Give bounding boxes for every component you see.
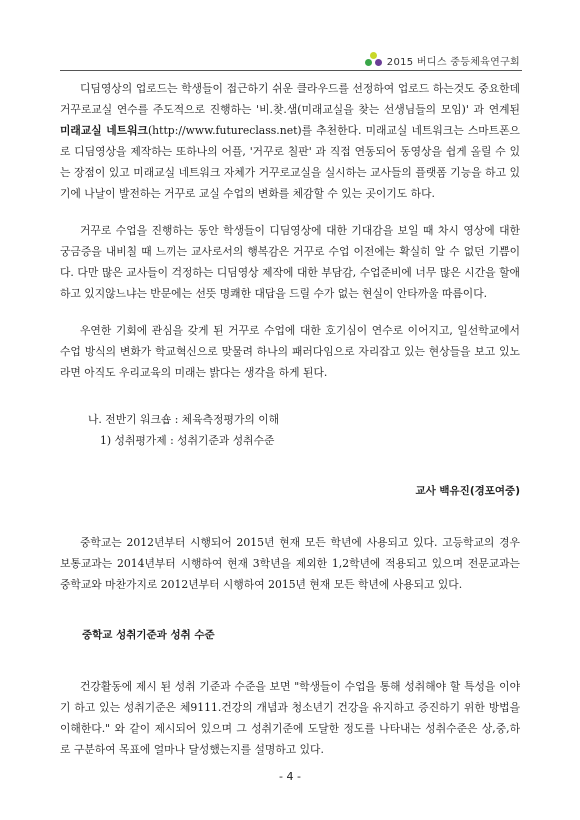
- header-title: 2015 버디스 중등체육연구회: [386, 56, 520, 68]
- author-credit: 교사 백유진(경포여중): [415, 485, 520, 497]
- future-class-network-emphasis: 미래교실 네트워크: [60, 124, 148, 137]
- paragraph-paradigm-shift: 우연한 기회에 관심을 갖게 된 거꾸로 수업에 대한 호기심이 연수로 이어지고, 일선학교에서 수업 방식의 변화가 학교혁신으로 맞물려 하나의 패러다임으로 자리잡고 있는 현상들을 보고 있노라면 아직도 우리교육의 미래는 밝다는 생각을 하게 된다.: [60, 324, 520, 379]
- header-rule: [60, 70, 522, 71]
- paragraph-text: 디딤영상의 업로드는 학생들이 접근하기 쉬운 클라우드를 선정하여 업로드 하는것도 중요한데 거꾸로교실 연수를 주도적으로 진행하는 '비.찾.샘(미래교실을 찾는 선생님들의 모임)' 과 연계된: [60, 82, 520, 116]
- paragraph-middle-school-implementation: 중학교는 2012년부터 시행되어 2015년 현재 모든 학년에 사용되고 있다. 고등학교의 경우 보통교과는 2014년부터 시행하여 현재 3학년을 제외한 1,2학년에 적용되고 있으며 전문교과는 중학교와 마찬가지로 2012년부터 시행하여 2015년 현재 모든 학년에 사용되고 있다.: [60, 536, 520, 591]
- page-number: - 4 -: [279, 770, 301, 783]
- paragraph-teacher-experience: 거꾸로 수업을 진행하는 동안 학생들이 디딤영상에 대한 기대감을 보일 때 차시 영상에 대한 궁금증을 내비칠 때 느끼는 교사로서의 행복감은 거꾸로 수업 이전에는 확실히 알 수 없던 기쁨이다. 다만 많은 교사들이 걱정하는 디딤영상 제작에 대한 부담감, 수업준비에 너무 많은 시간을 할애하고 있지않느냐는 반문에는 선뜻 명쾌한 대답을 드릴 수가 없는 현실이 안타까울 따름이다.: [60, 224, 520, 300]
- paragraph-health-activity-standards: 건강활동에 제시 된 성취 기준과 수준을 보면 "학생들이 수업을 통해 성취해야 할 특성을 이야기 하고 있는 성취기준은 체9111.건강의 개념과 청소년기 건강을 유지하고 증진하기 위한 방법을 이해한다." 와 같이 제시되어 있으며 그 성취기준에 도달한 정도를 나타내는 성취수준은 상,중,하 로 구분하여 목표에 얼마나 달성했는지를 설명하고 있다.: [60, 680, 520, 756]
- subsection-workshop: 나. 전반기 워크숍 : 체육측정평가의 이해: [88, 413, 280, 426]
- section-title-achievement-standards: 중학교 성취기준과 성취 수준: [82, 629, 215, 641]
- body-content: [60, 78, 520, 760]
- page-header: [365, 50, 520, 70]
- organization-logo-icon: [365, 52, 383, 68]
- paragraph-flipped-video-upload: [60, 78, 520, 204]
- subsection-achievement-evaluation: 1) 성취평가제 : 성취기준과 성취수준: [100, 434, 275, 447]
- paragraph-text: (http://www.futureclass.net)를 추천한다. 미래교실 네트워크는 스마트폰으로 디딤영상을 제작하는 또하나의 어플, '거꾸로 칠판' 과 직접 연동되어 동영상을 쉽게 올릴 수 있는 장점이 있고 미래교실 네트워크 자체가 거꾸로교실을 실시하는 교사들의 플랫폼 기능을 하고 있기에 나날이 발전하는 거꾸로 교실 수업의 변화를 체감할 수 있는 곳이기도 하다.: [60, 124, 520, 200]
